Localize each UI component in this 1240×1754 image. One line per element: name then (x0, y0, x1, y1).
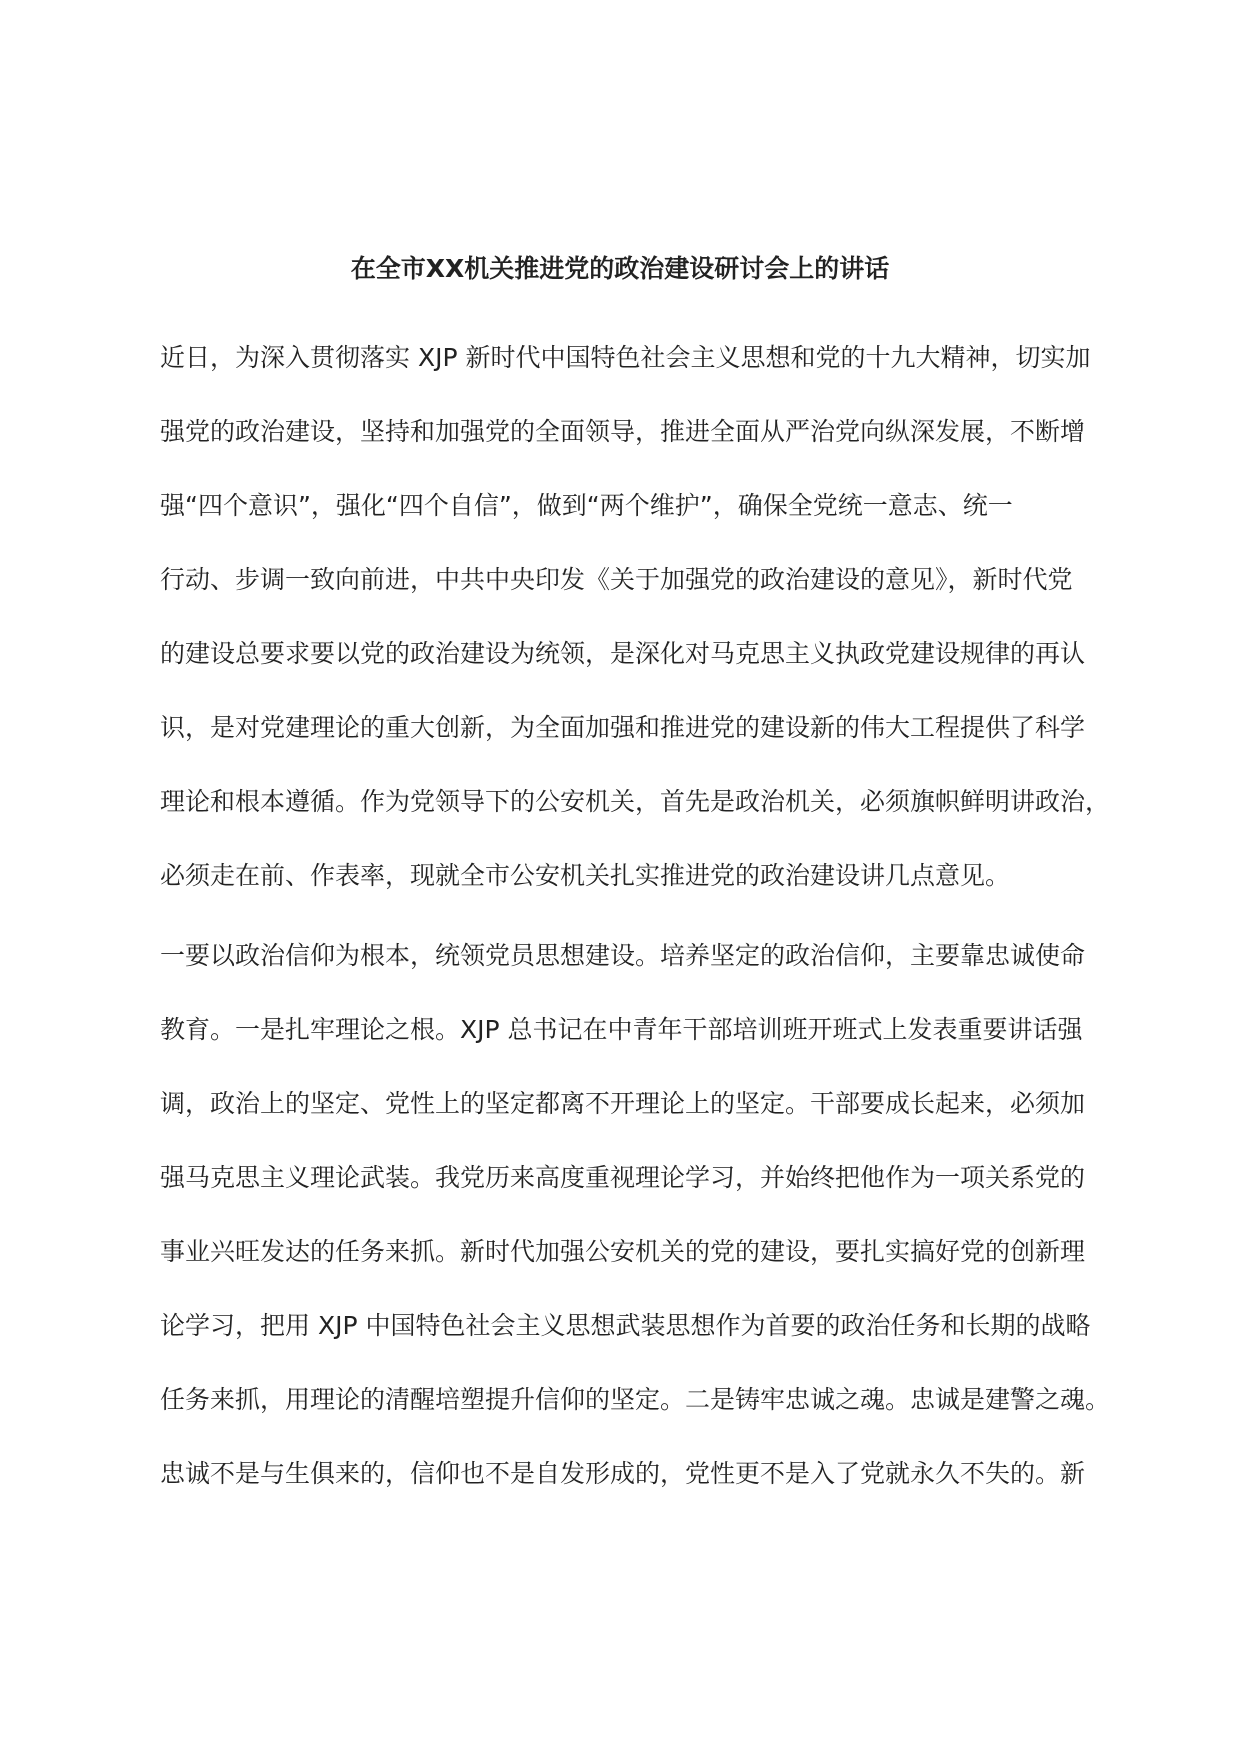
paragraph-line: 近日，为深入贯彻落实 XJP 新时代中国特色社会主义思想和党的十九大精神，切实加 (160, 343, 1091, 372)
paragraph-2 (160, 938, 1120, 1530)
paragraph-line: 强“四个意识”，强化“四个自信”，做到“两个维护”，确保全党统一意志、统一 (160, 491, 1013, 520)
paragraph-line: 识，是对党建理论的重大创新，为全面加强和推进党的建设新的伟大工程提供了科学 (160, 713, 1086, 742)
document-title: 在全市XX机关推进党的政治建设研讨会上的讲话 (350, 254, 890, 283)
paragraph-line: 理论和根本遵循。作为党领导下的公安机关，首先是政治机关，必须旗帜鲜明讲政治， (160, 787, 1111, 816)
paragraph-line: 强马克思主义理论武装。我党历来高度重视理论学习，并始终把他作为一项关系党的 (160, 1163, 1086, 1192)
paragraph-line: 事业兴旺发达的任务来抓。新时代加强公安机关的党的建设，要扎实搞好党的创新理 (160, 1237, 1086, 1266)
paragraph-line: 任务来抓，用理论的清醒培塑提升信仰的坚定。二是铸牢忠诚之魂。忠诚是建警之魂。 (160, 1385, 1111, 1414)
paragraph-line: 行动、步调一致向前进，中共中央印发《关于加强党的政治建设的意见》，新时代党 (160, 565, 1073, 594)
paragraph-line: 忠诚不是与生俱来的，信仰也不是自发形成的，党性更不是入了党就永久不失的。新 (160, 1459, 1086, 1488)
paragraph-line: 一要以政治信仰为根本，统领党员思想建设。培养坚定的政治信仰，主要靠忠诚使命 (160, 941, 1086, 970)
paragraph-line: 调，政治上的坚定、党性上的坚定都离不开理论上的坚定。干部要成长起来，必须加 (160, 1089, 1086, 1118)
paragraph-line: 必须走在前、作表率，现就全市公安机关扎实推进党的政治建设讲几点意见。 (160, 861, 1011, 890)
paragraph-line: 的建设总要求要以党的政治建设为统领，是深化对马克思主义执政党建设规律的再认 (160, 639, 1086, 668)
paragraph-line: 论学习，把用 XJP 中国特色社会主义思想武装思想作为首要的政治任务和长期的战略 (160, 1311, 1091, 1340)
paragraph-line: 教育。一是扎牢理论之根。XJP 总书记在中青年干部培训班开班式上发表重要讲话强 (160, 1015, 1083, 1044)
paragraph-1 (160, 340, 1120, 932)
paragraph-line: 强党的政治建设，坚持和加强党的全面领导，推进全面从严治党向纵深发展，不断增 (160, 417, 1086, 446)
